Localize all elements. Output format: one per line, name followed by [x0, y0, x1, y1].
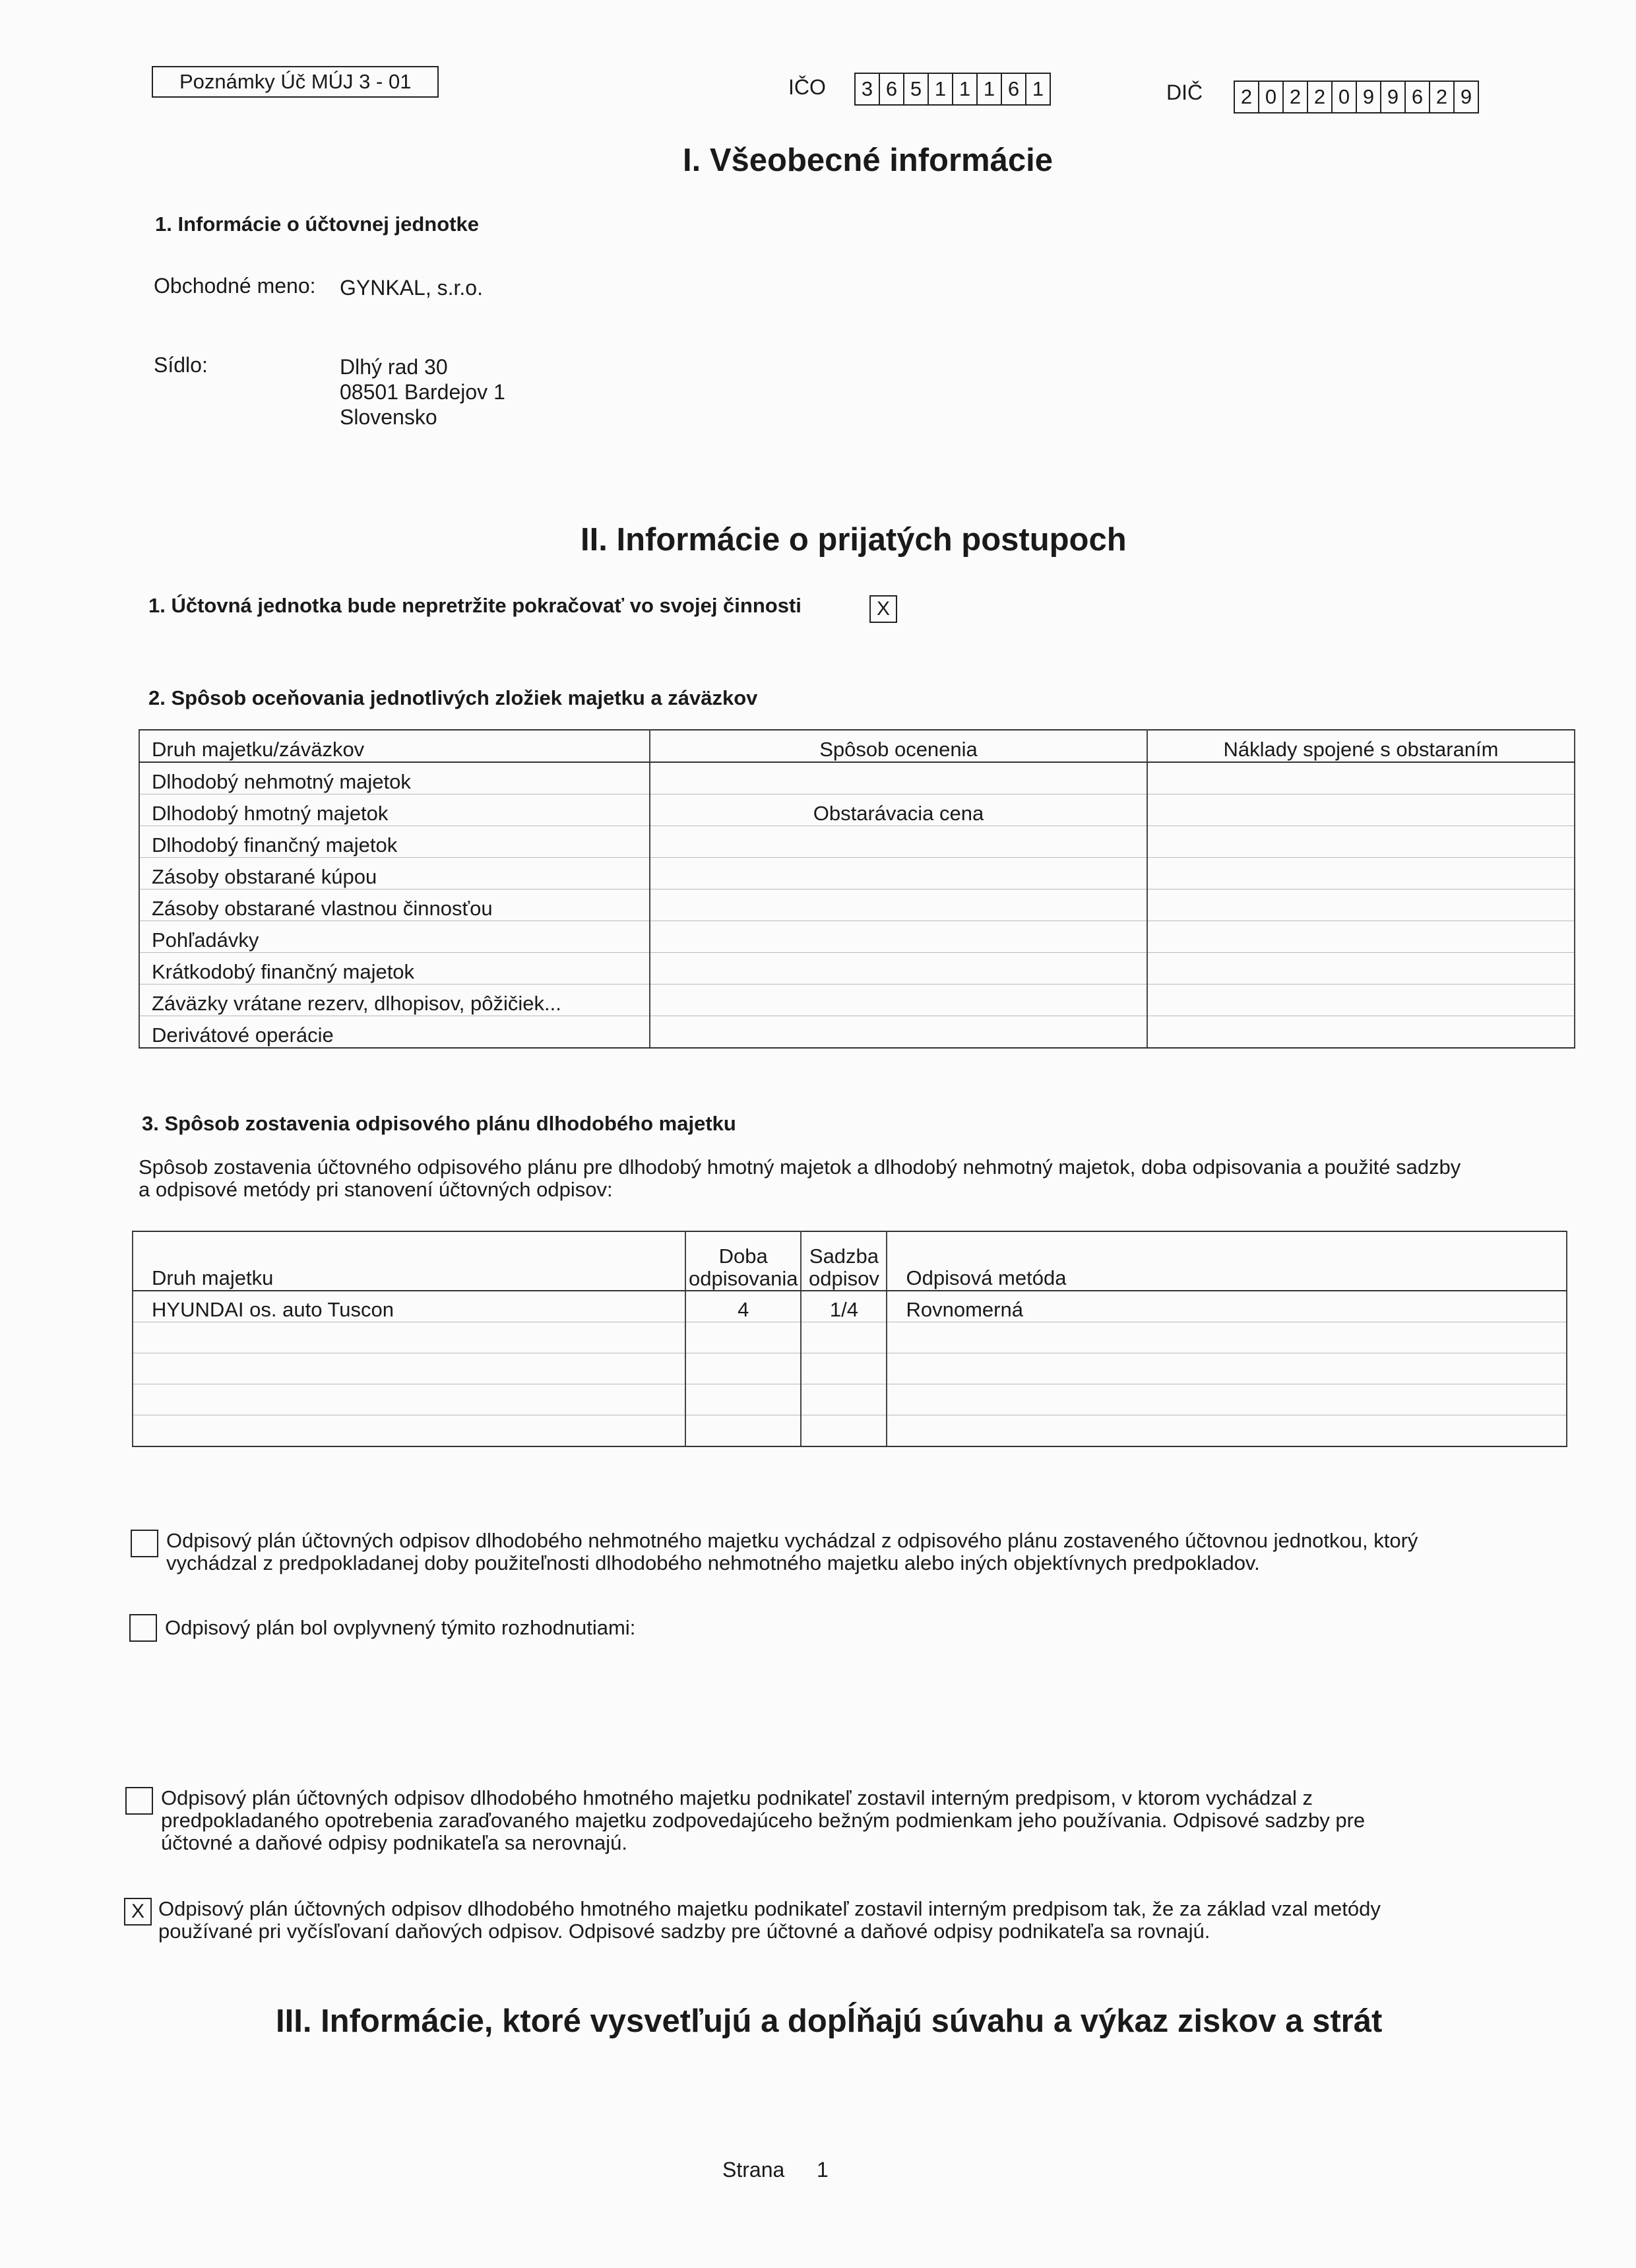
- valuation-cell: [1147, 826, 1575, 858]
- valuation-cell: [1147, 890, 1575, 921]
- valuation-cell: Záväzky vrátane rezerv, dlhopisov, pôžičiek...: [139, 985, 650, 1016]
- header-period-line1: Doba: [718, 1245, 768, 1268]
- header-depreciation-method: Odpisová metóda: [887, 1231, 1567, 1291]
- tangible-plan-internal-line2: predpokladaného opotrebenia zaraďovaného majetku zodpovedajúceho bežným podmienkam jeho používania. Odpisové sadzby pre: [161, 1809, 1366, 1832]
- digit-box: 2: [1308, 82, 1333, 112]
- depreciation-cell: [133, 1384, 685, 1415]
- seat-street: Dlhý rad 30: [340, 355, 448, 379]
- header-period-line2: odpisovania: [689, 1267, 798, 1290]
- valuation-cell: [650, 890, 1147, 921]
- going-concern-statement: 1. Účtovná jednotka bude nepretržite pokračovať vo svojej činnosti: [148, 594, 802, 617]
- valuation-cell: Krátkodobý finančný majetok: [139, 953, 650, 985]
- table-row: [139, 858, 1575, 890]
- valuation-cell: Obstarávacia cena: [650, 794, 1147, 826]
- intangible-plan-checkbox[interactable]: [131, 1530, 158, 1557]
- depreciation-cell: [133, 1415, 685, 1447]
- digit-box: 1: [929, 74, 953, 104]
- depreciation-cell: [801, 1353, 887, 1384]
- tangible-plan-internal-line3: účtovné a daňové odpisy podnikateľa sa nerovnajú.: [161, 1831, 628, 1854]
- valuation-heading: 2. Spôsob oceňovania jednotlivých zložiek majetku a záväzkov: [148, 686, 758, 709]
- digit-box: 1: [1032, 77, 1044, 100]
- depreciation-cell: [801, 1384, 887, 1415]
- valuation-cell: Dlhodobý nehmotný majetok: [139, 762, 650, 794]
- digit-box: 3: [856, 74, 880, 104]
- valuation-cell: Dlhodobý hmotný majetok: [139, 794, 650, 826]
- table-row: [133, 1322, 1567, 1353]
- valuation-cell: Pohľadávky: [139, 921, 650, 953]
- digit-box: 6: [1002, 74, 1026, 104]
- plan-decisions-checkbox[interactable]: [129, 1614, 157, 1642]
- tangible-plan-internal-checkbox[interactable]: [125, 1787, 153, 1815]
- page-number: 1: [817, 2158, 829, 2182]
- section-1-title: I. Všeobecné informácie: [683, 143, 1053, 178]
- valuation-cell: [1147, 794, 1575, 826]
- depreciation-cell: Rovnomerná: [887, 1291, 1567, 1322]
- table-row: [139, 762, 1575, 794]
- table-row: [139, 890, 1575, 921]
- depreciation-cell: [801, 1415, 887, 1447]
- seat-city: 08501 Bardejov 1: [340, 380, 505, 404]
- digit-box: 5: [904, 74, 929, 104]
- valuation-cell: [650, 985, 1147, 1016]
- tangible-plan-tax-checkbox[interactable]: X: [124, 1898, 152, 1926]
- intangible-plan-text-line2: vychádzal z predpokladanej doby použiteľnosti dlhodobého nehmotného majetku alebo iných objektívnych predpokladov.: [166, 1551, 1260, 1574]
- valuation-cell: [1147, 953, 1575, 985]
- digit-box: 2: [1284, 82, 1308, 112]
- depreciation-table-header: [133, 1231, 1567, 1291]
- table-row: [139, 921, 1575, 953]
- valuation-cell: Derivátové operácie: [139, 1016, 650, 1049]
- depreciation-description-line2: a odpisové metódy pri stanovení účtovných odpisov:: [139, 1178, 613, 1201]
- dic-digits: [1234, 81, 1479, 113]
- seat-label: Sídlo:: [154, 353, 208, 377]
- tangible-plan-tax-line2: používané pri vyčísľovaní daňových odpisov. Odpisové sadzby pre účtovné a daňové odpisy podnikateľa sa rovnajú.: [158, 1920, 1211, 1943]
- table-row: [133, 1415, 1567, 1447]
- notes-form-label: Poznámky Úč MÚJ 3 - 01: [152, 66, 439, 98]
- depreciation-cell: 1/4: [801, 1291, 887, 1322]
- depreciation-cell: [887, 1322, 1567, 1353]
- depreciation-cell: [887, 1353, 1567, 1384]
- digit-box: 9: [1460, 85, 1472, 108]
- depreciation-cell: HYUNDAI os. auto Tuscon: [133, 1291, 685, 1322]
- table-row: [139, 826, 1575, 858]
- valuation-cell: [650, 858, 1147, 890]
- valuation-cell: [650, 953, 1147, 985]
- seat-country: Slovensko: [340, 405, 437, 429]
- header-rate-line1: Sadzba: [809, 1245, 879, 1268]
- depreciation-cell: [801, 1322, 887, 1353]
- header-rate-line2: odpisov: [809, 1267, 879, 1290]
- valuation-cell: [650, 762, 1147, 794]
- depreciation-cell: [887, 1415, 1567, 1447]
- entity-info-heading: 1. Informácie o účtovnej jednotke: [155, 212, 479, 236]
- intangible-plan-text-line1: Odpisový plán účtovných odpisov dlhodobého nehmotného majetku vychádzal z odpisového plánu zostaveného účtovnou jednotkou, ktorý: [166, 1529, 1418, 1552]
- depreciation-cell: 4: [685, 1291, 801, 1322]
- dic-label: DIČ: [1166, 81, 1203, 104]
- valuation-table-header: [139, 730, 1575, 762]
- valuation-cell: [650, 826, 1147, 858]
- depreciation-table: [132, 1231, 1567, 1447]
- valuation-header-cell: Spôsob ocenenia: [650, 730, 1147, 762]
- table-row: [133, 1291, 1567, 1322]
- valuation-cell: [1147, 762, 1575, 794]
- ico-digits: [854, 73, 1051, 106]
- depreciation-cell: [887, 1384, 1567, 1415]
- ico-label: IČO: [788, 75, 826, 99]
- header-asset-type: Druh majetku: [133, 1231, 685, 1291]
- table-row: [133, 1353, 1567, 1384]
- digit-box: 9: [1381, 82, 1406, 112]
- valuation-cell: Zásoby obstarané vlastnou činnosťou: [139, 890, 650, 921]
- business-name-label: Obchodné meno:: [154, 274, 316, 298]
- header-depreciation-period: [685, 1231, 801, 1291]
- digit-box: 2: [1430, 82, 1455, 112]
- digit-box: 6: [880, 74, 904, 104]
- digit-box: 9: [1357, 82, 1381, 112]
- valuation-cell: Dlhodobý finančný majetok: [139, 826, 650, 858]
- valuation-cell: [1147, 1016, 1575, 1049]
- depreciation-heading: 3. Spôsob zostavenia odpisového plánu dlhodobého majetku: [142, 1112, 736, 1135]
- digit-box: 1: [953, 74, 978, 104]
- depreciation-cell: [133, 1353, 685, 1384]
- depreciation-cell: [685, 1384, 801, 1415]
- depreciation-description-line1: Spôsob zostavenia účtovného odpisového plánu pre dlhodobý hmotný majetok a dlhodobý nehmotný majetok, doba odpisovania a použité sadzby: [139, 1155, 1461, 1179]
- page-label: Strana: [722, 2158, 785, 2182]
- section-2-title: II. Informácie o prijatých postupoch: [581, 522, 1127, 558]
- digit-box: 0: [1259, 82, 1284, 112]
- depreciation-cell: [685, 1415, 801, 1447]
- valuation-table: [139, 729, 1575, 1049]
- valuation-cell: Zásoby obstarané kúpou: [139, 858, 650, 890]
- plan-decisions-text: Odpisový plán bol ovplyvnený týmito rozhodnutiami:: [165, 1616, 636, 1639]
- valuation-cell: [650, 921, 1147, 953]
- table-row: [139, 794, 1575, 826]
- digit-box: 0: [1333, 82, 1357, 112]
- valuation-cell: [650, 1016, 1147, 1049]
- tangible-plan-internal-line1: Odpisový plán účtovných odpisov dlhodobého hmotného majetku podnikateľ zostavil interným predpisom, v ktorom vychádzal z: [161, 1786, 1313, 1809]
- valuation-cell: [1147, 985, 1575, 1016]
- section-3-title: III. Informácie, ktoré vysvetľujú a dopĺňajú súvahu a výkaz ziskov a strát: [276, 2003, 1383, 2039]
- digit-box: 6: [1406, 82, 1430, 112]
- depreciation-cell: [133, 1322, 685, 1353]
- table-row: [139, 953, 1575, 985]
- valuation-header-cell: Náklady spojené s obstaraním: [1147, 730, 1575, 762]
- digit-box: 2: [1235, 82, 1259, 112]
- table-row: [139, 985, 1575, 1016]
- valuation-header-cell: Druh majetku/záväzkov: [139, 730, 650, 762]
- table-row: [133, 1384, 1567, 1415]
- table-row: [139, 1016, 1575, 1049]
- depreciation-cell: [685, 1353, 801, 1384]
- valuation-cell: [1147, 858, 1575, 890]
- tangible-plan-tax-line1: Odpisový plán účtovných odpisov dlhodobého hmotného majetku podnikateľ zostavil interným predpisom tak, že za základ vzal metódy: [158, 1897, 1381, 1920]
- valuation-cell: [1147, 921, 1575, 953]
- header-depreciation-rate: [801, 1231, 887, 1291]
- digit-box: 1: [978, 74, 1002, 104]
- business-name-value: GYNKAL, s.r.o.: [340, 276, 483, 300]
- going-concern-checkbox[interactable]: X: [869, 595, 897, 623]
- depreciation-cell: [685, 1322, 801, 1353]
